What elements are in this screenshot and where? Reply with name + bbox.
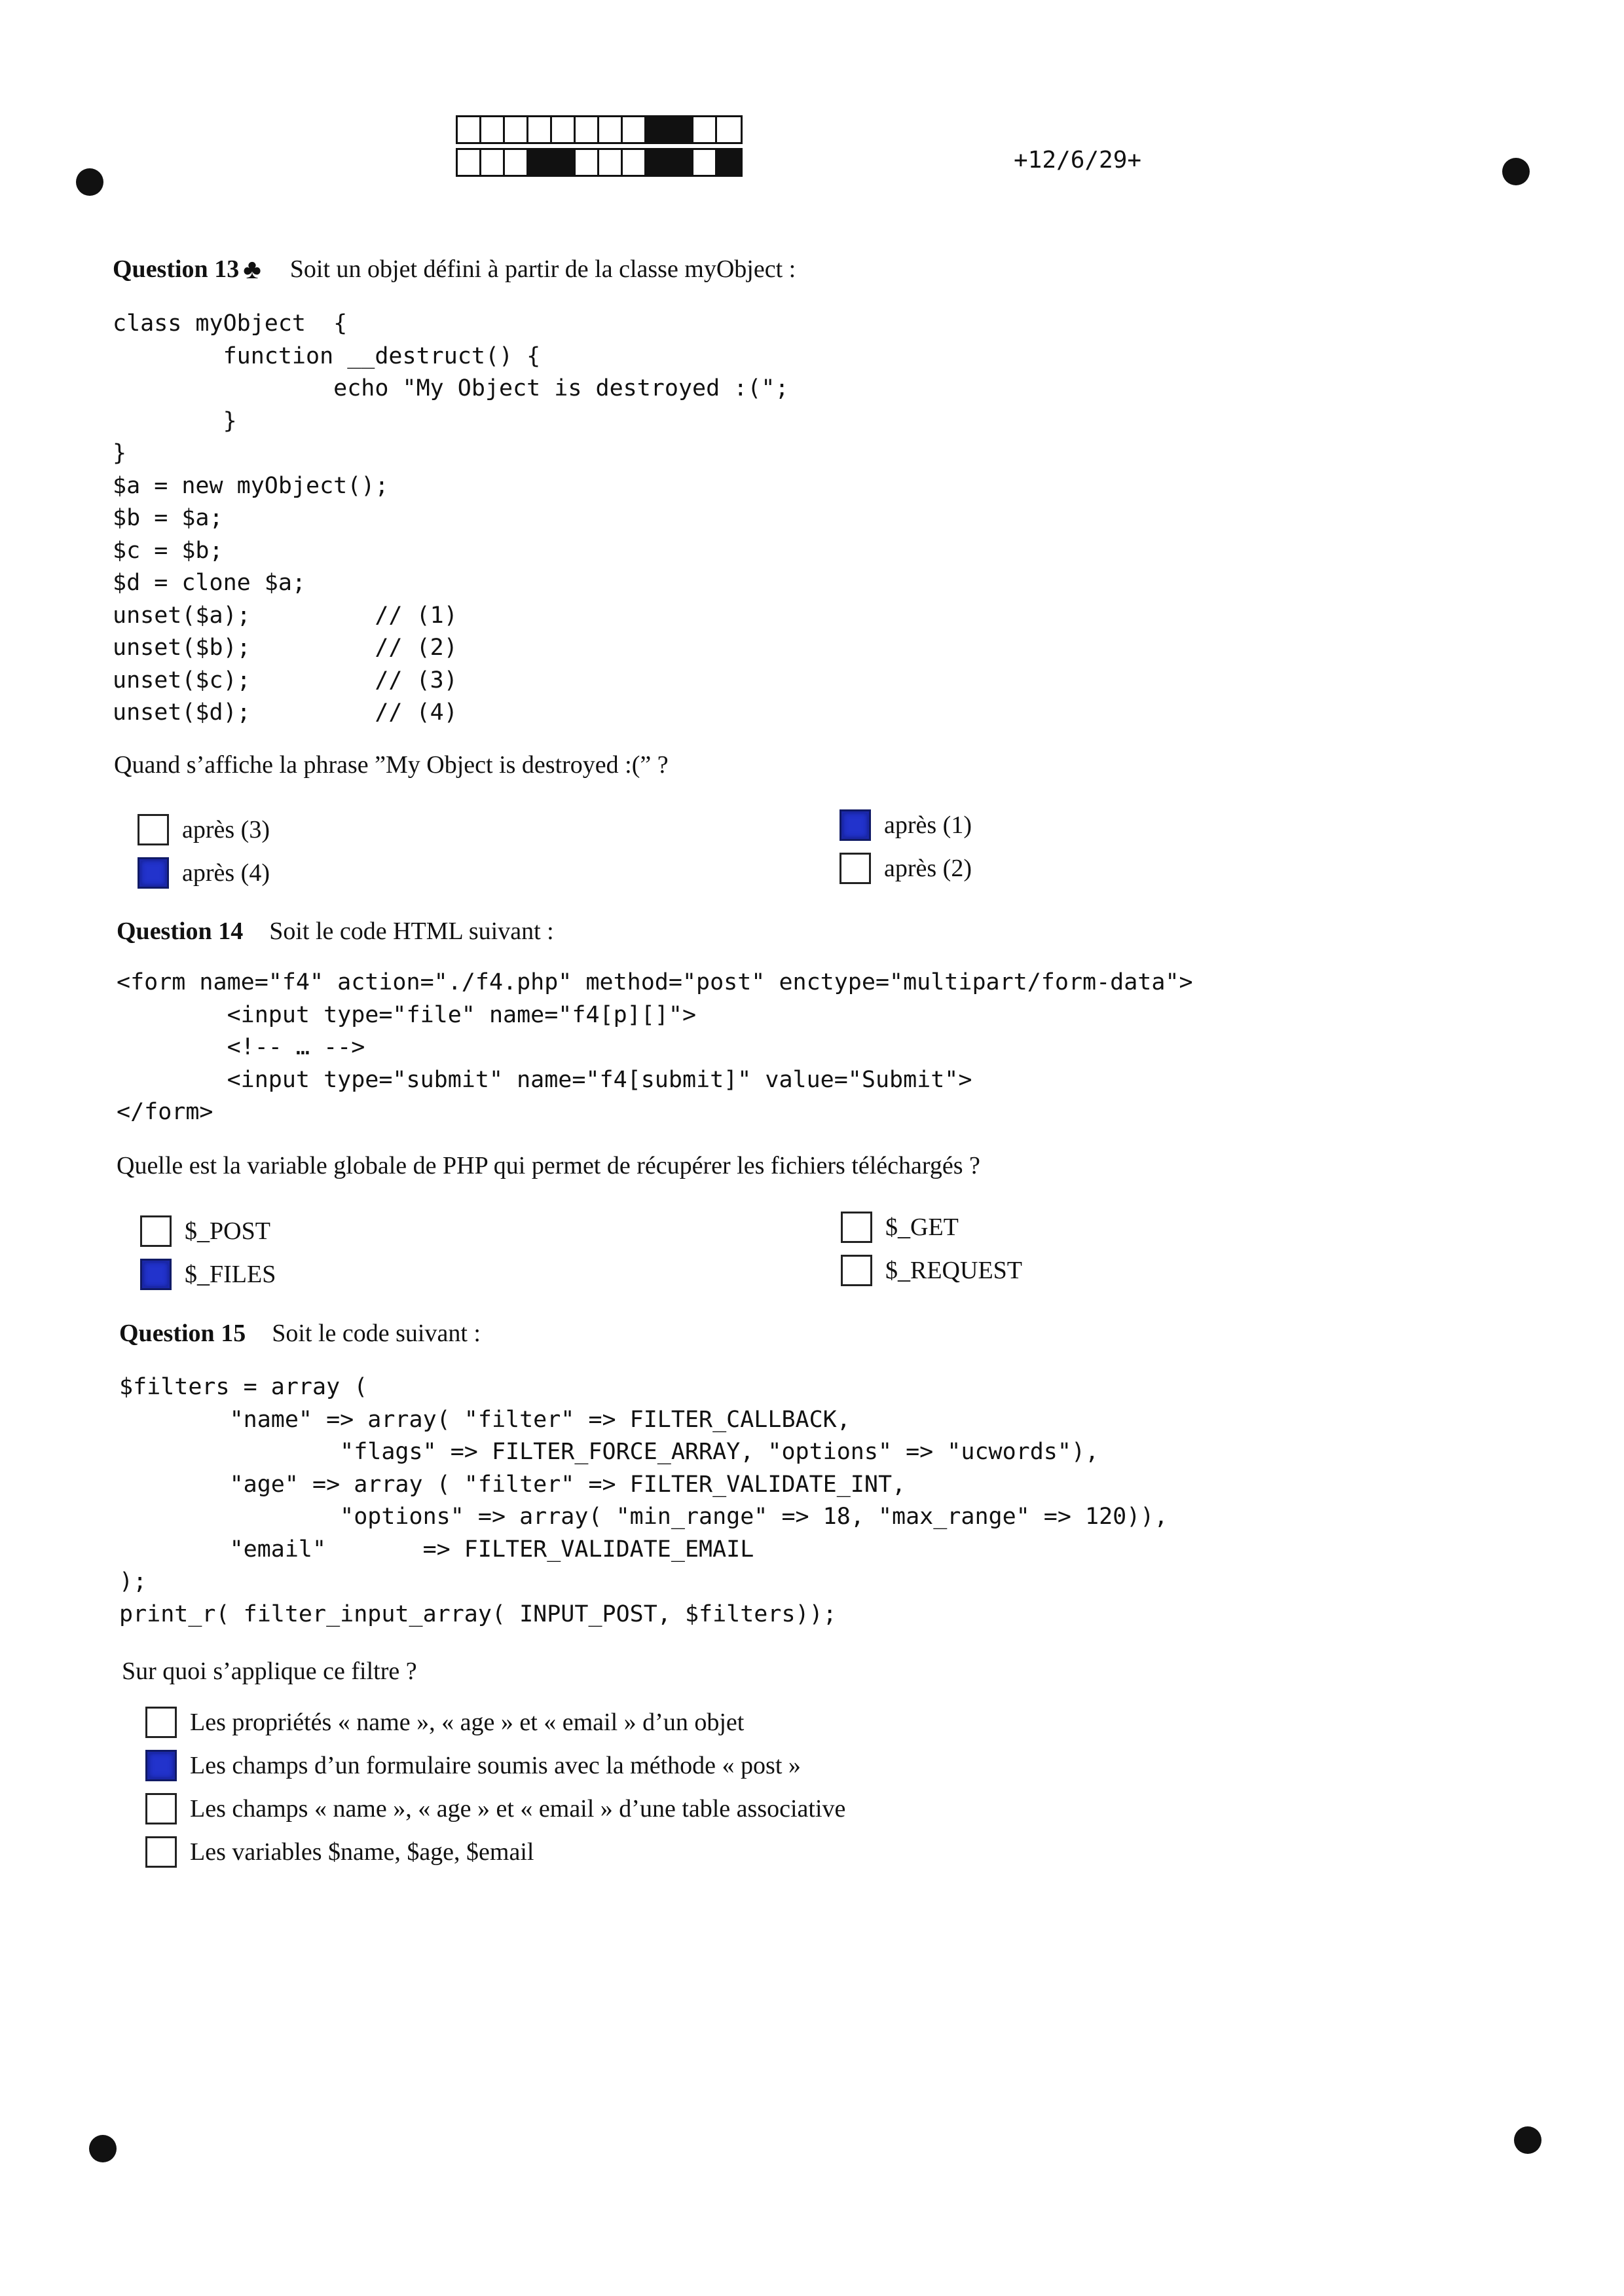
code-grid-cell [552, 117, 576, 142]
q15-option-table-associative[interactable] [145, 1793, 845, 1824]
code-grid-cell [717, 117, 741, 142]
code-grid-cell [576, 150, 599, 175]
question-13-header [113, 254, 796, 286]
page-id: +12/6/29+ [1014, 147, 1142, 174]
code-grid-cell [693, 117, 717, 142]
checkbox[interactable] [145, 1707, 177, 1738]
q13-option-apres-1[interactable] [840, 809, 972, 841]
q13-option-apres-3[interactable] [138, 814, 270, 845]
question-14-label: Question 14 [117, 917, 244, 945]
option-label: Les champs « name », « age » et « email » d’une table associative [190, 1795, 846, 1823]
checkbox[interactable] [841, 1255, 872, 1286]
registration-mark-top-right [1502, 158, 1530, 185]
code-grid-cell [505, 117, 528, 142]
q13-option-apres-2[interactable] [840, 853, 972, 884]
question-15-header [119, 1319, 481, 1348]
option-label: $_POST [185, 1217, 270, 1245]
option-label: Les propriétés « name », « age » et « email » d’un objet [190, 1709, 745, 1736]
option-label: Les champs d’un formulaire soumis avec la méthode « post » [190, 1752, 801, 1779]
option-label: $_FILES [185, 1261, 276, 1288]
option-label: $_GET [885, 1213, 959, 1241]
option-label: Les variables $name, $age, $email [190, 1838, 534, 1866]
code-grid-cell [505, 150, 528, 175]
question-15-label: Question 15 [119, 1320, 246, 1347]
checkbox[interactable] [840, 853, 871, 884]
question-14-code: <form name="f4" action="./f4.php" method="post" enctype="multipart/form-data"> <input type="file" name="f4[p][]"> <!-- … --> <input type="submit" name="f4[submit]" value="Submit"> </form> [117, 969, 1193, 1125]
checkbox[interactable] [841, 1212, 872, 1243]
question-15-code: $filters = array ( "name" => array( "filter" => FILTER_CALLBACK, "flags" => FILTER_FORCE_ARRAY, "options" => "ucwords"), "age" => array ( "filter" => FILTER_VALIDATE_INT, "options" => array( "min_range" => 18, "max_range" => 120)), "email" => FILTER_VALIDATE_EMAIL ); print_r( filter_input_array( INPUT_POST, $filters)); [119, 1374, 1168, 1627]
q15-option-objet[interactable] [145, 1707, 744, 1738]
code-grid-cell [458, 150, 481, 175]
checkbox[interactable] [138, 814, 169, 845]
q15-option-variables[interactable] [145, 1836, 534, 1868]
option-label: après (3) [182, 816, 270, 843]
question-14-header [117, 917, 554, 946]
checkbox[interactable] [145, 1750, 177, 1781]
q15-option-formulaire-post[interactable] [145, 1750, 801, 1781]
registration-mark-bottom-left [89, 2135, 117, 2162]
code-grid-cell [693, 150, 717, 175]
q13-option-apres-4[interactable] [138, 857, 270, 889]
q14-option-request[interactable] [841, 1255, 1022, 1286]
checkbox[interactable] [140, 1259, 172, 1290]
code-grid-cell [670, 150, 693, 175]
code-grid-cell [623, 150, 646, 175]
question-13-intro: Soit un objet défini à partir de la classe myObject : [289, 255, 796, 283]
code-grid-cell [458, 117, 481, 142]
page-code-grid-row-2 [456, 148, 743, 177]
option-label: après (2) [884, 855, 972, 882]
code-grid-cell [646, 117, 670, 142]
question-15-intro: Soit le code suivant : [272, 1320, 481, 1347]
question-14-prompt: Quelle est la variable globale de PHP qui permet de récupérer les fichiers téléchargés ? [117, 1152, 980, 1179]
question-14-intro: Soit le code HTML suivant : [269, 917, 554, 945]
q14-option-get[interactable] [841, 1212, 959, 1243]
checkbox[interactable] [138, 857, 169, 889]
code-grid-cell [481, 117, 505, 142]
code-grid-cell [481, 150, 505, 175]
question-15-prompt: Sur quoi s’applique ce filtre ? [122, 1657, 417, 1685]
registration-mark-bottom-right [1514, 2126, 1541, 2154]
code-grid-cell [599, 117, 623, 142]
question-13-prompt: Quand s’affiche la phrase ”My Object is destroyed :(” ? [114, 751, 669, 779]
code-grid-cell [623, 117, 646, 142]
question-13-code: class myObject { function __destruct() { echo "My Object is destroyed :("; } } $a = new myObject(); $b = $a; $c = $b; $d = clone $a; unset($a); // (1) unset($b); // (2) unset($c); // (3) unset($d); // (4) [113, 310, 789, 726]
checkbox[interactable] [145, 1836, 177, 1868]
code-grid-cell [528, 117, 552, 142]
code-grid-cell [646, 150, 670, 175]
option-label: après (1) [884, 811, 972, 839]
checkbox[interactable] [145, 1793, 177, 1824]
q14-option-files[interactable] [140, 1259, 276, 1290]
code-grid-cell [576, 117, 599, 142]
option-label: $_REQUEST [885, 1257, 1022, 1284]
q14-option-post[interactable] [140, 1215, 270, 1247]
checkbox[interactable] [840, 809, 871, 841]
code-grid-cell [552, 150, 576, 175]
checkbox[interactable] [140, 1215, 172, 1247]
option-label: après (4) [182, 859, 270, 887]
code-grid-cell [670, 117, 693, 142]
registration-mark-top-left [76, 168, 103, 196]
question-13-label: Question 13 [113, 255, 240, 283]
page-code-grid-row-1 [456, 115, 743, 144]
code-grid-cell [528, 150, 552, 175]
code-grid-cell [599, 150, 623, 175]
code-grid-cell [717, 150, 741, 175]
club-icon: ♣ [243, 255, 261, 285]
